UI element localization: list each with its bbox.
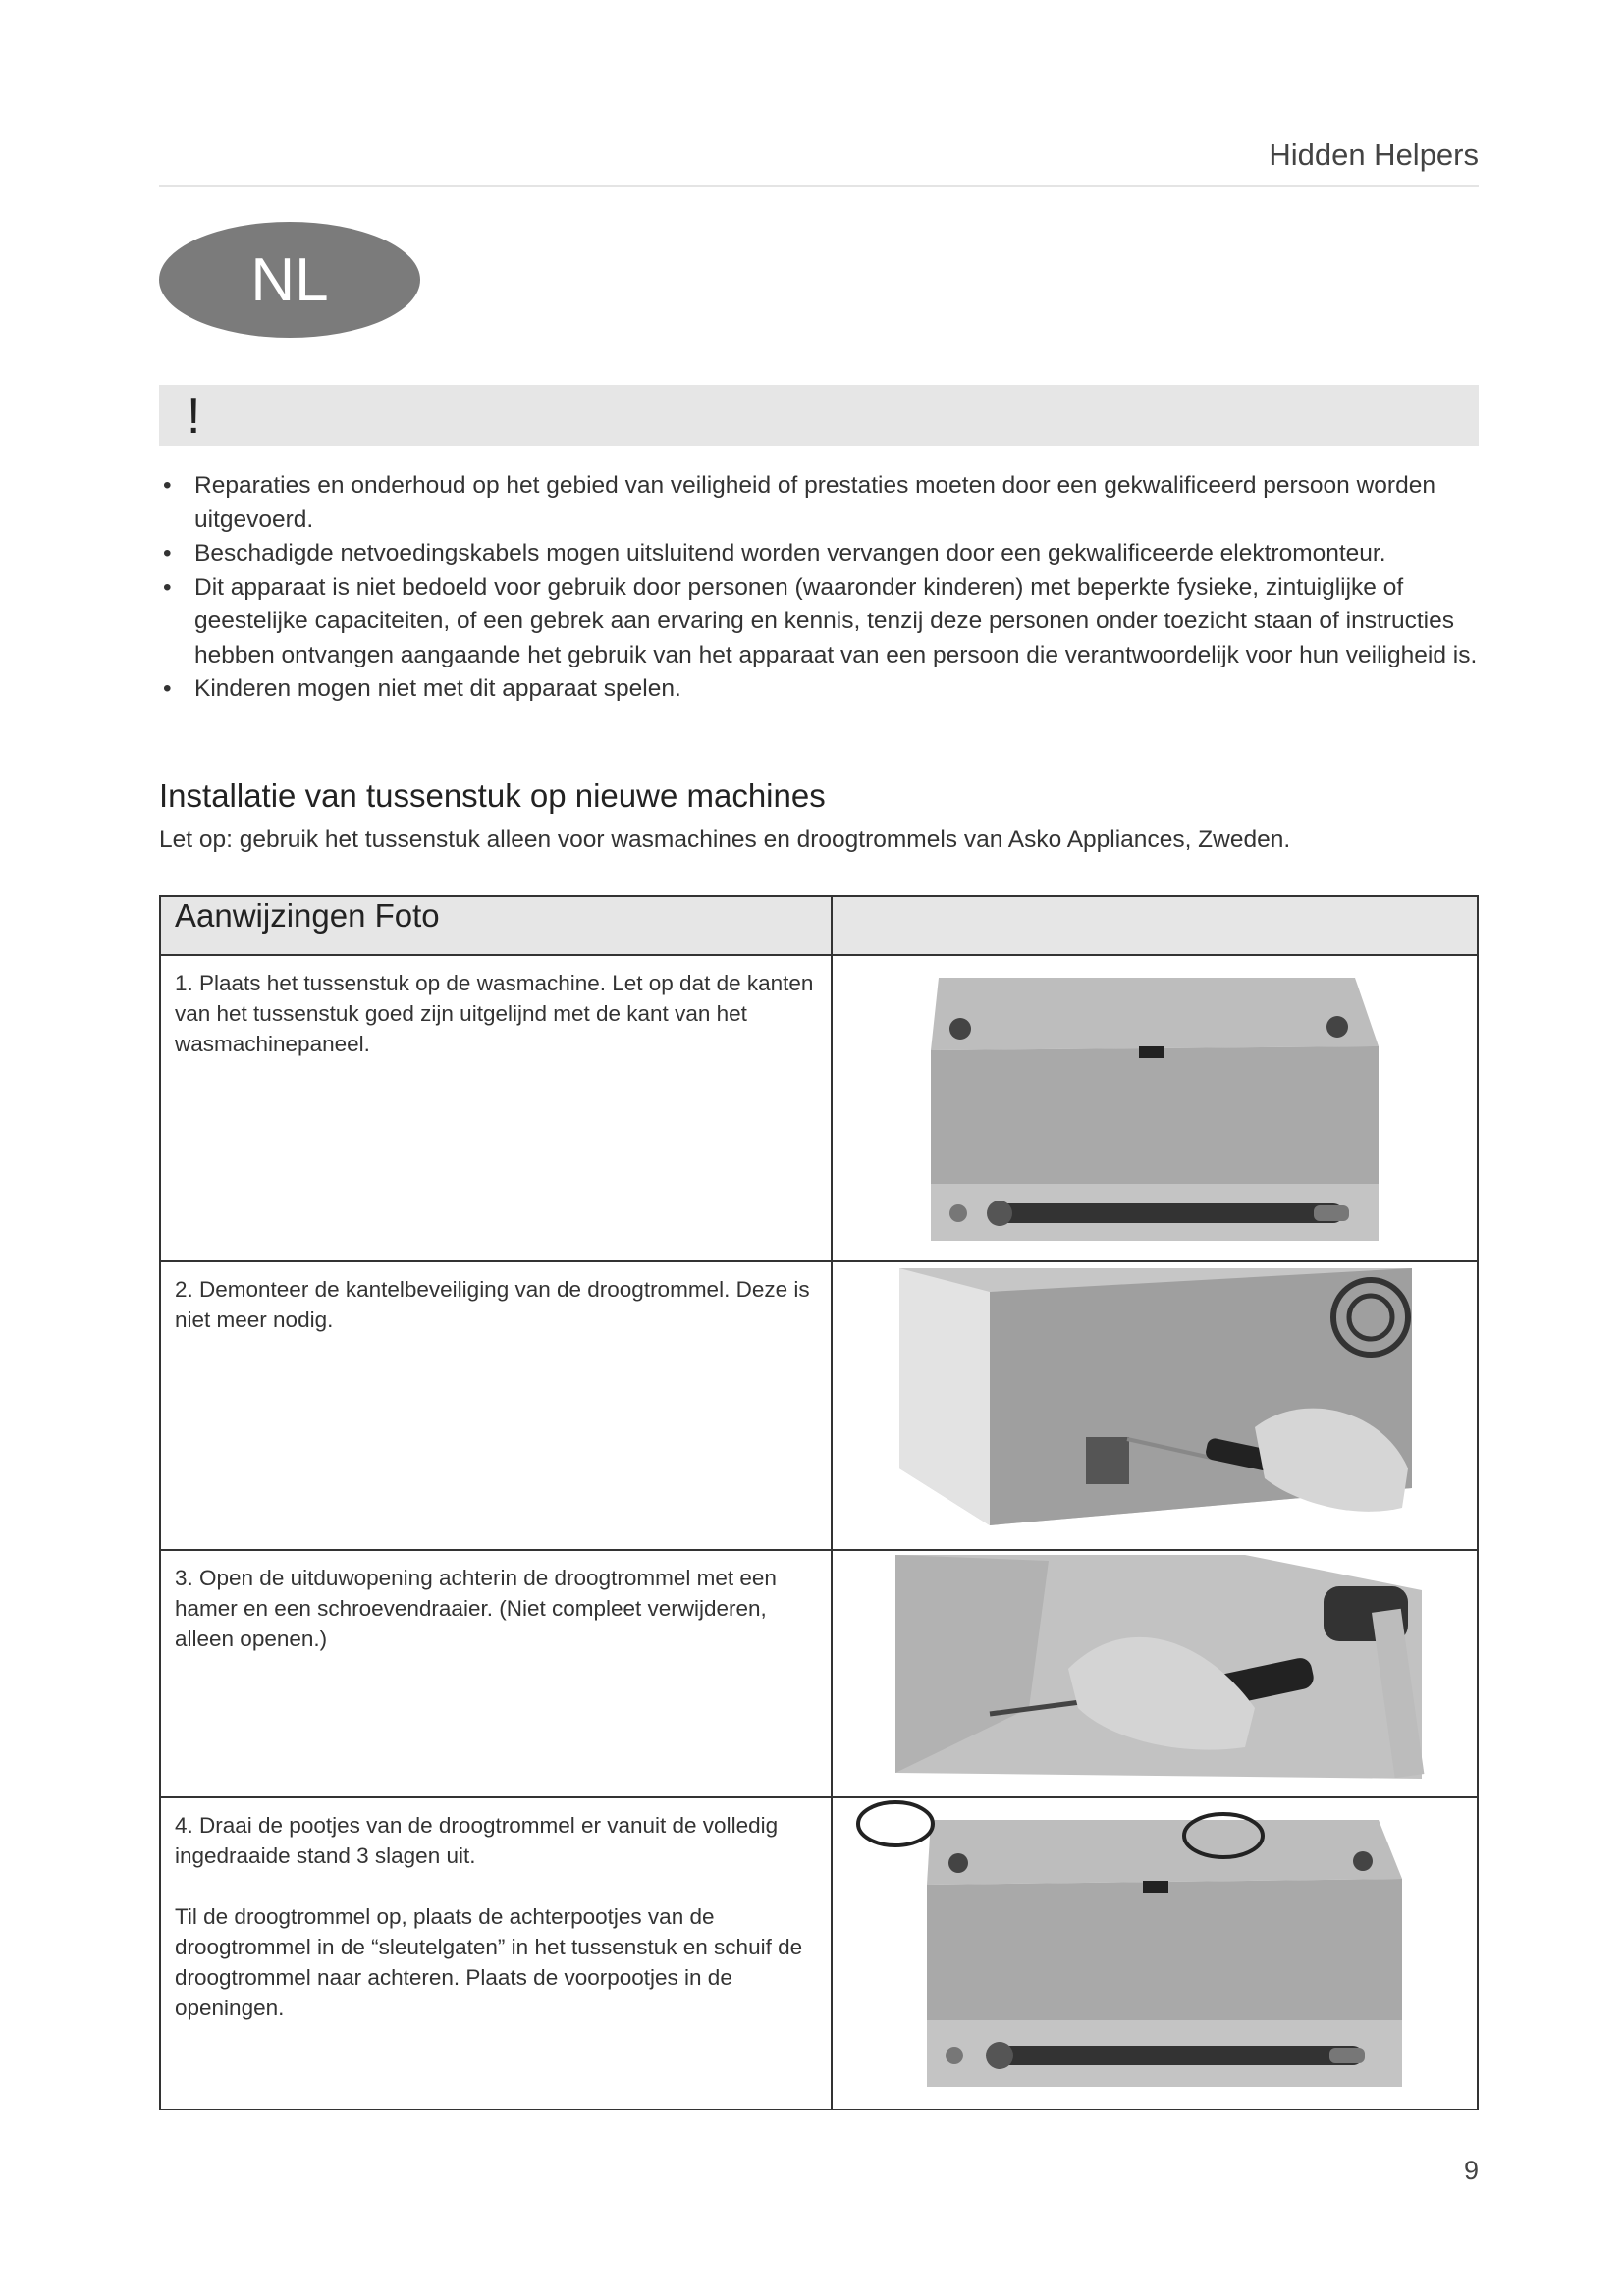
- list-item: [159, 469, 1479, 537]
- step-photo-cell: [832, 955, 1478, 1261]
- list-item: [159, 672, 1479, 707]
- table-header-instructions: Aanwijzingen Foto: [160, 896, 832, 955]
- header-title: Hidden Helpers: [1269, 137, 1479, 172]
- table-header-row: [160, 896, 1478, 955]
- step-photo-cell: [832, 1261, 1478, 1550]
- instructions-table: [159, 895, 1479, 2110]
- bullet-marker: •: [163, 675, 172, 702]
- pedestal-on-washer-photo: [833, 956, 1477, 1245]
- bullet-marker: •: [163, 472, 172, 499]
- warning-text: Kinderen mogen niet met dit apparaat spelen.: [194, 675, 681, 702]
- safety-warnings-list: [159, 469, 1479, 707]
- table-row: [160, 1797, 1478, 2109]
- warning-text: Beschadigde netvoedingskabels mogen uitsluitend worden vervangen door een gekwalificeerde elektromonteur.: [194, 540, 1386, 566]
- keyhole-feet-photo: [833, 1798, 1477, 2093]
- step-photo-cell: [832, 1797, 1478, 2109]
- table-row: [160, 955, 1478, 1261]
- warning-bar: [159, 385, 1479, 446]
- hammer-screwdriver-photo: [833, 1551, 1477, 1781]
- bullet-marker: •: [163, 573, 172, 601]
- step-2-text: 2. Demonteer de kantelbeveiliging van de droogtrommel. Deze is niet meer nodig.: [175, 1277, 810, 1332]
- step-photo-cell: [832, 1550, 1478, 1797]
- step-4-text: 4. Draai de pootjes van de droogtrommel er vanuit de volledig ingedraaide stand 3 slagen uit.: [175, 1813, 779, 1868]
- page-number: 9: [1463, 2156, 1479, 2185]
- exclamation-icon: !: [187, 388, 201, 445]
- list-item: [159, 537, 1479, 571]
- step-text-cell: [160, 1550, 832, 1797]
- table-row: [160, 1261, 1478, 1550]
- table-header-photo: [832, 896, 1478, 955]
- bullet-marker: •: [163, 540, 172, 566]
- step-text-cell: [160, 1261, 832, 1550]
- warning-text: Reparaties en onderhoud op het gebied van veiligheid of prestaties moeten door een gekwalificeerd persoon worden uitgevoerd.: [194, 472, 1435, 533]
- remove-tilt-guard-photo: [833, 1262, 1477, 1533]
- table-row: [160, 1550, 1478, 1797]
- section-note: Let op: gebruik het tussenstuk alleen voor wasmachines en droogtrommels van Asko Appliances, Zweden.: [159, 827, 1291, 853]
- section-title: Installatie van tussenstuk op nieuwe machines: [159, 777, 826, 814]
- step-text-cell: [160, 1797, 832, 2109]
- header-divider: [159, 185, 1479, 187]
- warning-text: Dit apparaat is niet bedoeld voor gebruik door personen (waaronder kinderen) met beperkte fysieke, zintuiglijke of geestelijke capaciteiten, of een gebrek aan ervaring en kennis, tenzij deze personen onder toezicht staan of instructies hebben ontvangen aangaande het gebruik van het apparaat van een persoon die verantwoordelijk voor hun veiligheid is.: [194, 573, 1478, 668]
- step-1-text: 1. Plaats het tussenstuk op de wasmachine. Let op dat de kanten van het tussenstuk goed zijn uitgelijnd met de kant van het wasmachinepaneel.: [175, 971, 814, 1056]
- list-item: [159, 571, 1479, 673]
- step-4-text-continued: Til de droogtrommel op, plaats de achterpootjes van de droogtrommel in de “sleutelgaten” in het tussenstuk en schuif de droogtrommel naar achteren. Plaats de voorpootjes in de openingen.: [175, 1904, 803, 2020]
- step-text-cell: [160, 955, 832, 1261]
- step-3-text: 3. Open de uitduwopening achterin de droogtrommel met een hamer en een schroevendraaier. (Niet compleet verwijderen, alleen openen.): [175, 1566, 777, 1651]
- language-badge: NL: [159, 222, 420, 338]
